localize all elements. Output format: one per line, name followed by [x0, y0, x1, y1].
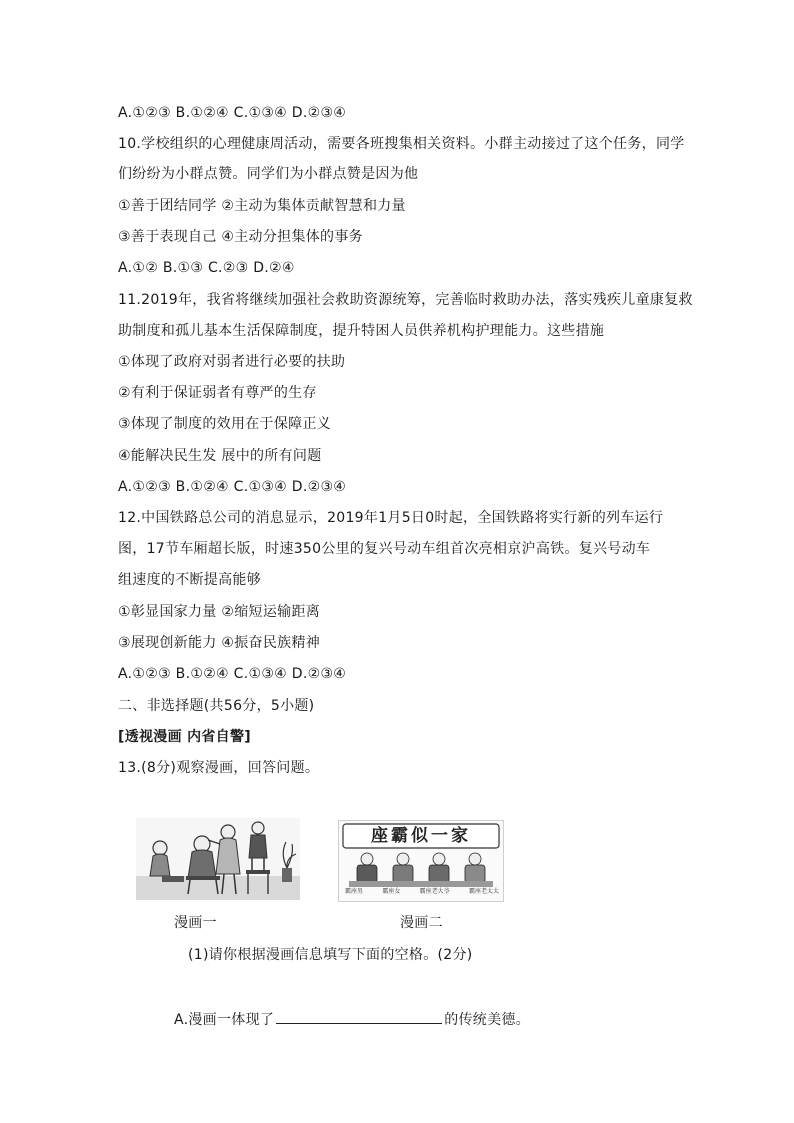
q12-stem-1: 12.中国铁路总公司的消息显示，2019年1月5日0时起，全国铁路将实行新的列车运行: [118, 510, 664, 526]
fill-suffix: 的传统美德。: [444, 1012, 530, 1028]
q13-stem: 13.(8分)观察漫画，回答问题。: [118, 760, 320, 776]
comic-two-label: 霸座老太太: [468, 888, 499, 895]
comic-two-caption: 漫画二: [400, 915, 443, 931]
q13-sub1: (1)请你根据漫画信息填写下面的空格。(2分): [188, 947, 473, 963]
q12-stem-3: 组速度的不断提高能够: [118, 572, 261, 588]
q10-stem-1: 10.学校组织的心理健康周活动，需要各班搜集相关资料。小群主动接过了这个任务，同学: [118, 136, 685, 152]
comic-one-drawing: [136, 818, 300, 900]
q9-options: A.①②③ B.①②④ C.①③④ D.②③④: [118, 105, 347, 121]
q11-statement-2: ②有利于保证弱者有尊严的生存: [118, 385, 317, 401]
q12-options: A.①②③ B.①②④ C.①③④ D.②③④: [118, 666, 347, 682]
comic-two-label: 霸座男: [345, 888, 364, 895]
q11-options: A.①②③ B.①②④ C.①③④ D.②③④: [118, 479, 347, 495]
q12-statements-1: ①彰显国家力量 ②缩短运输距离: [118, 604, 321, 620]
section-heading: 二、非选择题(共56分，5小题): [118, 698, 315, 714]
q10-statements-2: ③善于表现自己 ④主动分担集体的事务: [118, 229, 363, 245]
q11-stem-1: 11.2019年，我省将继续加强社会救助资源统筹，完善临时救助办法，落实残疾儿童康复救: [118, 292, 693, 308]
q13-fill-line: [174, 1009, 530, 1030]
comic-one-image: [136, 818, 300, 900]
comic-two-label: 霸座女: [382, 888, 401, 895]
comic-two-image: [338, 820, 504, 902]
q12-statements-2: ③展现创新能力 ④振奋民族精神: [118, 635, 321, 651]
q10-stem-2: 们纷纷为小群点赞。同学们为小群点赞是因为他: [118, 166, 419, 182]
q11-statement-1: ①体现了政府对弱者进行必要的扶助: [118, 354, 346, 370]
answer-blank[interactable]: [276, 1009, 442, 1024]
q11-statement-3: ③体现了制度的效用在于保障正义: [118, 416, 332, 432]
q12-stem-2: 图，17节车厢超长版，时速350公里的复兴号动车组首次亮相京沪高铁。复兴号动车: [118, 541, 651, 557]
q11-statement-4: ④能解决民生发 展中的所有问题: [118, 448, 322, 464]
q10-options: A.①② B.①③ C.②③ D.②④: [118, 260, 295, 276]
q10-statements-1: ①善于团结同学 ②主动为集体贡献智慧和力量: [118, 198, 406, 214]
section-subheading: [透视漫画 内省自警]: [118, 729, 251, 745]
q11-stem-2: 助制度和孤儿基本生活保障制度，提升特困人员供养机构护理能力。这些措施: [118, 323, 605, 339]
comic-two-title: 座霸似一家: [371, 826, 471, 846]
comic-two-labels: [345, 888, 499, 896]
comic-one-caption: 漫画一: [174, 915, 217, 931]
comic-two-label: 霸座老大爷: [419, 888, 450, 895]
fill-prefix: A.漫画一体现了: [174, 1012, 275, 1028]
